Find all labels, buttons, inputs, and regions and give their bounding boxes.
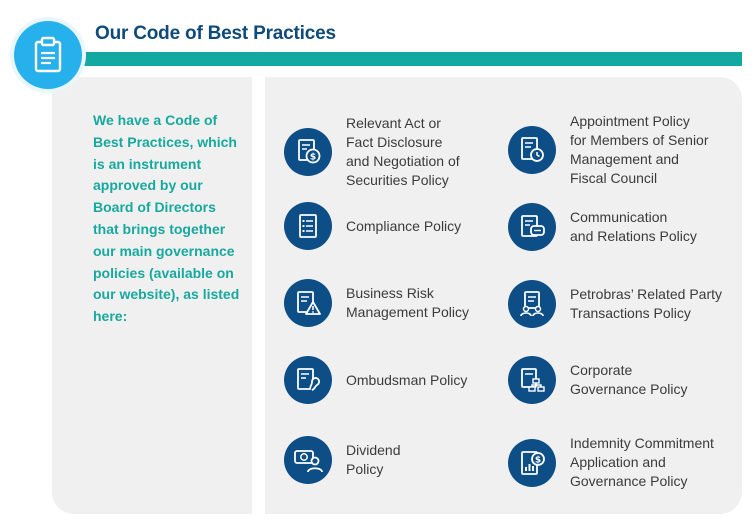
intro-text: We have a Code of Best Practices, which is an instrument approved by our Board of Directors that brings together our main governance policies (available on our website), as listed here:	[93, 112, 240, 325]
policy-disclosure	[284, 114, 460, 190]
policy-label: Compliance Policy	[346, 217, 462, 234]
clipboard-badge	[14, 21, 82, 89]
policy-label: Corporate Governance Policy	[570, 362, 688, 397]
policy-related-party	[508, 280, 722, 328]
svg-text:$: $	[534, 455, 542, 465]
page-title: Our Code of Best Practices	[95, 23, 336, 44]
document-warning-icon	[284, 279, 332, 327]
policy-dividend	[284, 436, 400, 484]
document-clock-icon	[508, 126, 556, 174]
policy-compliance	[284, 202, 461, 250]
policy-business-risk	[284, 279, 469, 327]
checklist-icon	[284, 202, 332, 250]
policy-label: Ombudsman Policy	[346, 371, 468, 388]
document-people-icon	[508, 280, 556, 328]
dollar-document-icon	[284, 128, 332, 176]
document-chat-icon	[508, 203, 556, 251]
org-chart-icon	[508, 356, 556, 404]
policy-label: Dividend Policy	[346, 442, 401, 477]
policy-appointment	[508, 112, 709, 188]
svg-text:$: $	[309, 152, 317, 163]
document-ear-icon	[284, 356, 332, 404]
policy-label: Business Risk Management Policy	[346, 285, 469, 320]
money-person-icon	[284, 436, 332, 484]
policy-indemnity	[508, 434, 714, 491]
policy-label: Appointment Policy for Members of Senior Management and Fiscal Council	[570, 113, 709, 186]
clipboard-icon	[31, 36, 65, 74]
policy-label: Petrobras’ Related Party Transactions Policy	[570, 286, 722, 321]
policy-corporate-governance	[508, 356, 688, 404]
policy-label: Communication and Relations Policy	[570, 209, 697, 244]
title-bar	[52, 52, 742, 66]
policy-ombudsman	[284, 356, 467, 404]
policy-label: Relevant Act or Fact Disclosure and Negotiation of Securities Policy	[346, 115, 460, 188]
document-money-chart-icon	[508, 439, 556, 487]
policy-label: Indemnity Commitment Application and Governance Policy	[570, 435, 714, 489]
policy-communication	[508, 203, 697, 251]
